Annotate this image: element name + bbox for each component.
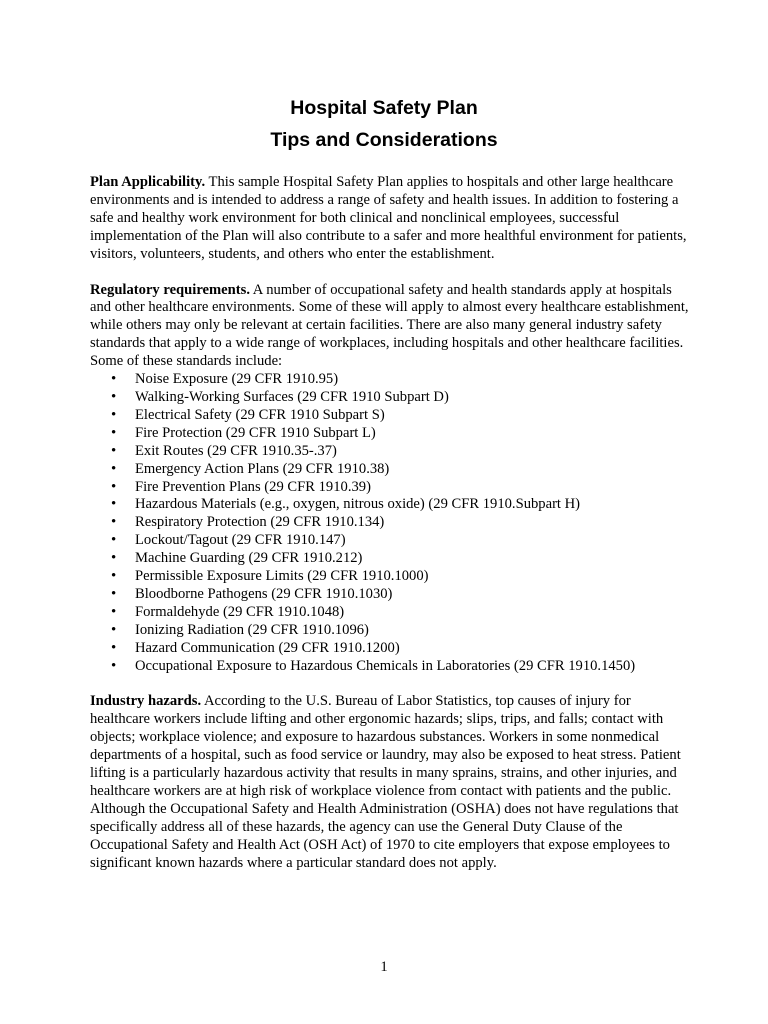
standard-label: Emergency Action Plans (29 CFR 1910.38) [135, 460, 390, 477]
bullet-icon: • [111, 442, 117, 459]
list-item [90, 586, 690, 604]
list-item [90, 389, 690, 407]
document-title [0, 92, 768, 156]
bullet-icon: • [111, 657, 117, 674]
list-item [90, 568, 690, 586]
list-item [90, 532, 690, 550]
standard-label: Bloodborne Pathogens (29 CFR 1910.1030) [135, 585, 393, 602]
bullet-icon: • [111, 621, 117, 638]
bullet-icon: • [111, 550, 117, 567]
standard-label: Electrical Safety (29 CFR 1910 Subpart S) [135, 406, 385, 423]
paragraph-heading: Regulatory requirements. [90, 281, 250, 298]
bullet-icon: • [111, 388, 117, 405]
list-item [90, 425, 690, 443]
standard-label: Noise Exposure (29 CFR 1910.95) [135, 371, 339, 388]
paragraph-heading: Industry hazards. [90, 693, 202, 710]
paragraph-text: A number of occupational safety and health standards apply at hospitals and other healthcare environments. Some of these will apply to almost every healthcare establishment, while others may only be relevant at certain facilities. There are also many general industry safety standards that apply to a wide range of workplaces, including hospitals and other healthcare facilities. Some of these standards include: [90, 281, 689, 370]
bullet-icon: • [111, 406, 117, 423]
paragraph-regulatory-requirements [90, 282, 690, 372]
list-item [90, 658, 690, 676]
bullet-icon: • [111, 424, 117, 441]
standard-label: Fire Prevention Plans (29 CFR 1910.39) [135, 478, 371, 495]
list-item [90, 479, 690, 497]
paragraph-text: This sample Hospital Safety Plan applies to hospitals and other large healthcare environments and is intended to address a range of safety and health issues. In addition to fostering a safe and healthy work environment for both clinical and nonclinical employees, successful implementation of the Plan will also contribute to a safer and more healthful environment for patients, visitors, volunteers, students, and others who enter the establishment. [90, 174, 687, 262]
list-item [90, 514, 690, 532]
document-body [90, 174, 690, 873]
list-item [90, 496, 690, 514]
bullet-icon: • [111, 532, 117, 549]
standard-label: Hazard Communication (29 CFR 1910.1200) [135, 639, 400, 656]
standard-label: Respiratory Protection (29 CFR 1910.134) [135, 514, 385, 531]
list-item [90, 604, 690, 622]
bullet-icon: • [111, 639, 117, 656]
standards-list [90, 371, 690, 675]
bullet-icon: • [111, 568, 117, 585]
bullet-icon: • [111, 603, 117, 620]
standard-label: Formaldehyde (29 CFR 1910.1048) [135, 603, 345, 620]
list-item [90, 407, 690, 425]
list-item [90, 371, 690, 389]
standard-label: Fire Protection (29 CFR 1910 Subpart L) [135, 424, 376, 441]
paragraph-heading: Plan Applicability. [90, 174, 206, 190]
title-line-2: Tips and Considerations [270, 129, 498, 151]
bullet-icon: • [111, 496, 117, 513]
list-item [90, 640, 690, 658]
standard-label: Machine Guarding (29 CFR 1910.212) [135, 550, 363, 567]
page-number: 1 [380, 959, 388, 975]
standard-label: Ionizing Radiation (29 CFR 1910.1096) [135, 621, 369, 638]
paragraph-text: According to the U.S. Bureau of Labor Statistics, top causes of injury for healthcare workers include lifting and other ergonomic hazards; slips, trips, and falls; contact with objects; workplace violence; and exposure to hazardous substances. Workers in some nonmedical departments of a hospital, such as food service or laundry, may also be exposed to heat stress. Patient lifting is a particularly hazardous activity that results in many sprains, strains, and other injuries, and healthcare workers are at high risk of workplace violence from contact with patients and the public. Although the Occupational Safety and Health Administration (OSHA) does not have regulations that specifically address all of these hazards, the agency can use the General Duty Clause of the Occupational Safety and Health Act (OSH Act) of 1970 to cite employers that expose employees to significant known hazards where a particular standard does not apply. [90, 693, 681, 871]
paragraph-plan-applicability [90, 174, 690, 264]
standard-label: Lockout/Tagout (29 CFR 1910.147) [135, 532, 346, 549]
standard-label: Exit Routes (29 CFR 1910.35-.37) [135, 442, 337, 459]
standard-label: Permissible Exposure Limits (29 CFR 1910.1000) [135, 568, 429, 585]
standard-label: Walking-Working Surfaces (29 CFR 1910 Subpart D) [135, 388, 449, 405]
standard-label: Hazardous Materials (e.g., oxygen, nitrous oxide) (29 CFR 1910.Subpart H) [135, 496, 581, 513]
list-item [90, 461, 690, 479]
bullet-icon: • [111, 585, 117, 602]
paragraph-industry-hazards [90, 693, 690, 872]
bullet-icon: • [111, 460, 117, 477]
title-line-1: Hospital Safety Plan [290, 97, 478, 119]
list-item [90, 550, 690, 568]
list-item [90, 443, 690, 461]
bullet-icon: • [111, 371, 117, 388]
bullet-icon: • [111, 478, 117, 495]
standard-label: Occupational Exposure to Hazardous Chemicals in Laboratories (29 CFR 1910.1450) [135, 657, 636, 674]
bullet-icon: • [111, 514, 117, 531]
list-item [90, 622, 690, 640]
